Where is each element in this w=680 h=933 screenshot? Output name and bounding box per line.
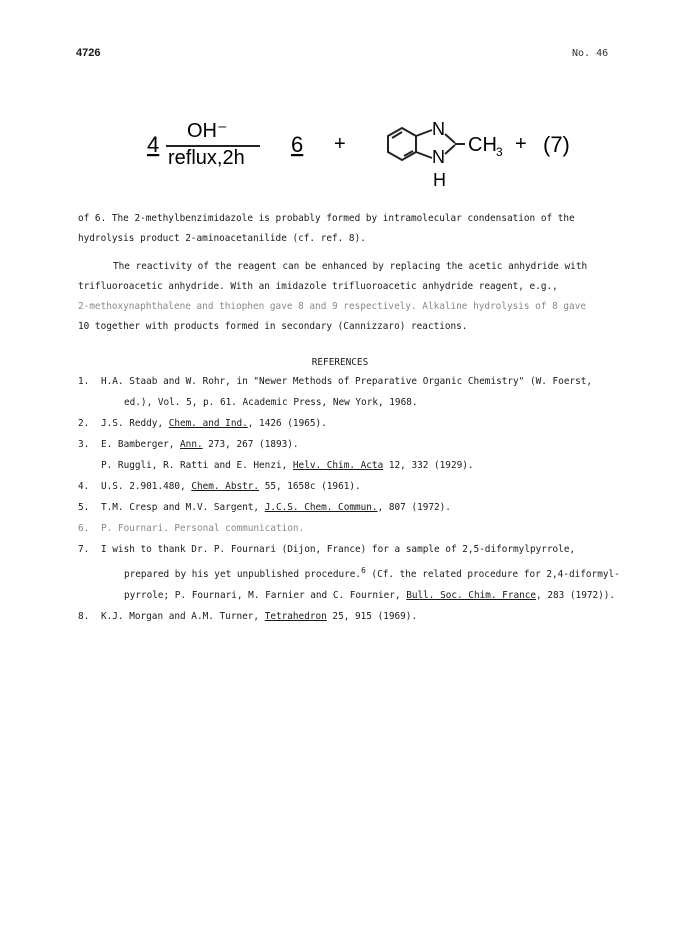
reference-number: 2. [78,418,90,429]
reference-item [78,539,638,606]
ring-nitrogen-top: N [432,119,445,139]
reference-item [78,434,638,476]
reference-authors: P. Ruggli, R. Ratti and E. Henzi, [101,460,293,471]
ring-nitrogen-bottom: N [432,147,445,167]
text-line: 10 together with products formed in secondary (Cannizzaro) reactions. [78,321,468,332]
text-line: of 6. The 2-methylbenzimidazole is probably formed by intramolecular condensation of the [78,213,575,224]
reference-item [78,606,638,627]
reference-number: 1. [78,376,90,387]
reagent-hydroxide: OH⁻ [187,120,228,142]
product-7: (7) [543,132,570,157]
reference-item [78,413,638,434]
reagent-conditions: reflux,2h [168,147,245,169]
text-line [101,413,638,434]
ring-hydrogen: H [433,170,446,190]
journal-name: Tetrahedron [264,611,327,623]
text-line [101,434,638,455]
text-line: hydrolysis product 2-aminoacetanilide (cf. ref. 8). [78,233,366,244]
text-line: H.A. Staab and W. Rohr, in "Newer Methods of Preparative Organic Chemistry" (W. Foerst, [101,376,593,387]
text-line [101,606,638,627]
journal-name: Helv. Chim. Acta [292,460,384,471]
reference-authors: pyrrole; P. Fournari, M. Farnier and C. Fournier, [124,590,407,602]
text-line: The reactivity of the reagent can be enhanced by replacing the acetic anhydride with [113,261,588,272]
reference-list [78,371,638,627]
reference-number: 3. [78,439,90,450]
body-paragraph-2 [78,257,608,337]
reference-citation: 25, 915 (1969). [326,611,418,623]
plus-sign-2: + [515,133,527,155]
issue-number: No. 46 [572,48,609,59]
text-line [101,476,638,497]
journal-name: Chem. Abstr. [191,481,260,492]
benzimidazole-structure [388,128,465,160]
reaction-scheme [0,100,680,200]
page-number: 4726 [76,47,101,59]
reference-citation: 273, 267 (1893). [202,439,299,450]
reference-citation: 12, 332 (1929). [383,460,474,471]
text-line [101,585,638,606]
journal-name: Ann. [180,439,203,450]
reference-item [78,476,638,497]
reference-number: 8. [78,611,90,623]
reference-authors: U.S. 2.901.480, [101,481,192,492]
footnote-superscript: 6 [361,566,366,575]
journal-name: Bull. Soc. Chim. France [406,590,537,602]
reference-number: 7. [78,544,90,555]
reference-number: 6. [78,523,90,534]
reference-text: prepared by his yet unpublished procedure. [124,569,362,581]
text-line: I wish to thank Dr. P. Fournari (Dijon, France) for a sample of 2,5-diformylpyrrole, [101,544,576,555]
text-line: ed.), Vol. 5, p. 61. Academic Press, New York, 1968. [124,397,418,408]
product-6: 6 [291,132,304,157]
reference-number: 4. [78,481,90,492]
reference-citation: 55, 1658c (1961). [259,481,361,492]
reference-item [78,371,638,413]
reference-citation: , 283 (1972)). [536,590,616,602]
journal-name: Chem. and Ind. [168,418,248,429]
references-heading: REFERENCES [311,357,369,368]
reference-authors: T.M. Cresp and M.V. Sargent, [101,502,265,513]
text-line: trifluoroacetic anhydride. With an imidazole trifluoroacetic anhydride reagent, e.g., [78,281,558,292]
reference-text: (Cf. the related procedure for 2,4-diformyl- [365,569,620,581]
body-paragraph-1 [78,209,608,249]
reference-authors: K.J. Morgan and A.M. Turner, [101,611,265,623]
text-line [101,560,638,585]
reference-citation: , 1426 (1965). [247,418,327,429]
reference-authors: E. Bamberger, [101,439,181,450]
plus-sign: + [334,133,346,155]
reference-item [78,497,638,518]
reactant-number: 4 [147,132,160,157]
reference-number: 5. [78,502,90,513]
methyl-subscript: 3 [496,145,503,159]
reference-item [78,518,638,539]
reference-citation: , 807 (1972). [377,502,451,513]
text-line [101,455,638,476]
reference-authors: J.S. Reddy, [101,418,169,429]
journal-name: J.C.S. Chem. Commun. [264,502,378,513]
methyl-group: CH [468,134,497,156]
text-line: 2-methoxynaphthalene and thiophen gave 8 and 9 respectively. Alkaline hydrolysis of 8 gave [78,301,586,312]
text-line: P. Fournari. Personal communication. [101,523,305,534]
text-line [101,497,638,518]
